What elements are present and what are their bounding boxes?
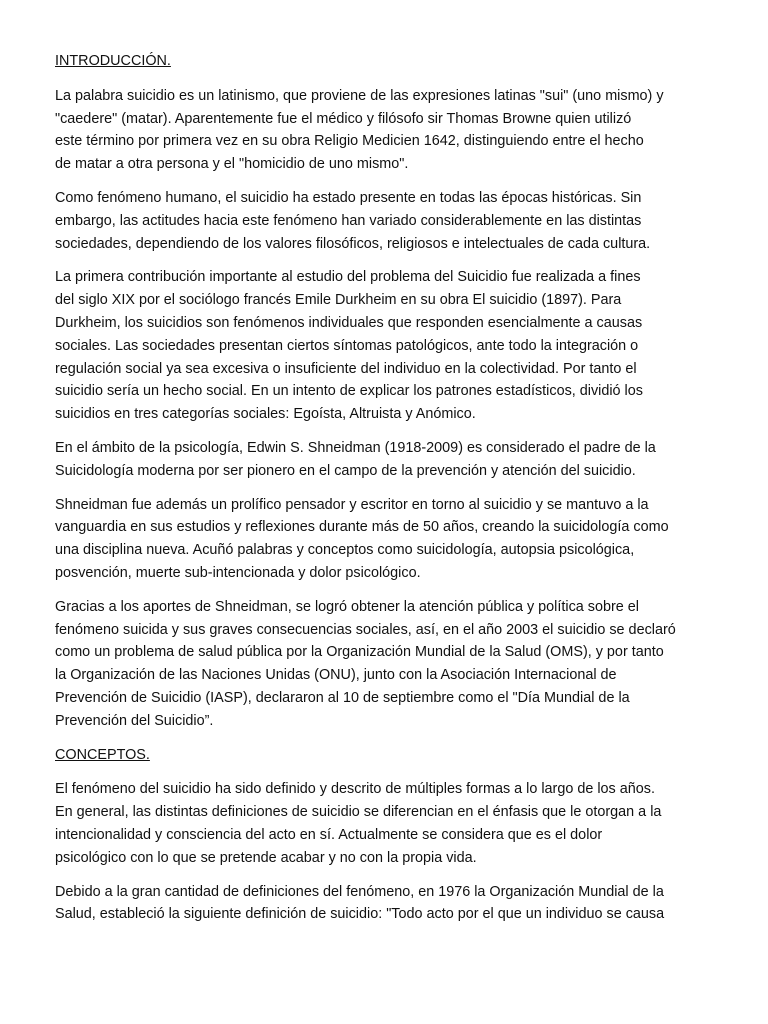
text-line: El fenómeno del suicidio ha sido definido y descrito de múltiples formas a lo largo de los años. (55, 781, 655, 798)
text-line: "caedere" (matar). Aparentemente fue el médico y filósofo sir Thomas Browne quien utilizó (55, 110, 632, 127)
text-line: este término por primera vez en su obra Religio Medicien 1642, distinguiendo entre el hecho (55, 133, 644, 150)
text-line: la Organización de las Naciones Unidas (ONU), junto con la Asociación Internacional de (55, 667, 617, 684)
text-line: del siglo XIX por el sociólogo francés Emile Durkheim en su obra El suicidio (1897). Para (55, 292, 622, 309)
text-line: como un problema de salud pública por la Organización Mundial de la Salud (OMS), y por tanto (55, 644, 664, 661)
text-line: psicológico con lo que se pretende acabar y no con la propia vida. (55, 849, 477, 866)
paragraph (55, 596, 725, 733)
heading-introduccion: INTRODUCCIÓN. (55, 53, 171, 69)
heading-conceptos: CONCEPTOS. (55, 746, 150, 763)
text-line: sociedades, dependiendo de los valores filosóficos, religiosos e intelectuales de cada cultura. (55, 235, 651, 252)
text-line: Salud, estableció la siguiente definición de suicidio: "Todo acto por el que un individuo se causa (55, 906, 665, 923)
paragraph (55, 85, 725, 176)
text-line: En general, las distintas definiciones de suicidio se diferencian en el énfasis que le otorgan a la (55, 804, 662, 821)
text-line: Shneidman fue además un prolífico pensador y escritor en torno al suicidio y se mantuvo a la (55, 496, 649, 513)
concepts-section (55, 778, 725, 926)
text-line: sociales. Las sociedades presentan ciertos síntomas patológicos, ante todo la integración o (55, 337, 639, 354)
document-page (55, 50, 725, 937)
text-line: Como fenómeno humano, el suicidio ha estado presente en todas las épocas históricas. Sin (55, 189, 642, 206)
text-line: Suicidología moderna por ser pionero en el campo de la prevención y atención del suicidio. (55, 462, 636, 479)
text-line: Prevención del Suicidio”. (55, 712, 214, 729)
paragraph (55, 266, 725, 426)
paragraph (55, 494, 725, 585)
text-line: intencionalidad y consciencia del acto en sí. Actualmente se considera que es el dolor (55, 826, 603, 843)
text-line: La palabra suicidio es un latinismo, que proviene de las expresiones latinas "sui" (uno mismo) y (55, 87, 664, 104)
text-line: posvención, muerte sub-intencionada y dolor psicológico. (55, 564, 421, 581)
text-line: Prevención de Suicidio (IASP), declararon al 10 de septiembre como el "Día Mundial de la (55, 689, 630, 706)
text-line: La primera contribución importante al estudio del problema del Suicidio fue realizada a fines (55, 269, 641, 286)
paragraph (55, 437, 725, 483)
text-line: suicidios en tres categorías sociales: Egoísta, Altruista y Anómico. (55, 406, 476, 423)
text-line: de matar a otra persona y el "homicidio de uno mismo". (55, 156, 409, 173)
text-line: vanguardia en sus estudios y reflexiones durante más de 50 años, creando la suicidología como (55, 519, 669, 536)
text-line: fenómeno suicida y sus graves consecuencias sociales, así, en el año 2003 el suicidio se declaró (55, 621, 676, 638)
paragraph (55, 187, 725, 255)
text-line: Gracias a los aportes de Shneidman, se logró obtener la atención pública y política sobre el (55, 598, 639, 615)
paragraph (55, 881, 725, 927)
text-line: suicidio sería un hecho social. En un intento de explicar los patrones estadísticos, dividió los (55, 383, 643, 400)
text-line: Debido a la gran cantidad de definiciones del fenómeno, en 1976 la Organización Mundial de la (55, 883, 664, 900)
text-line: En el ámbito de la psicología, Edwin S. Shneidman (1918-2009) es considerado el padre de la (55, 439, 656, 456)
text-line: Durkheim, los suicidios son fenómenos individuales que responden esencialmente a causas (55, 314, 643, 331)
text-line: una disciplina nueva. Acuñó palabras y conceptos como suicidología, autopsia psicológica, (55, 542, 635, 559)
text-line: embargo, las actitudes hacia este fenómeno han variado considerablemente en las distintas (55, 212, 642, 229)
paragraph (55, 778, 725, 869)
text-line: regulación social ya sea excesiva o insuficiente del individuo en la colectividad. Por tanto el (55, 360, 637, 377)
intro-section (55, 85, 725, 733)
